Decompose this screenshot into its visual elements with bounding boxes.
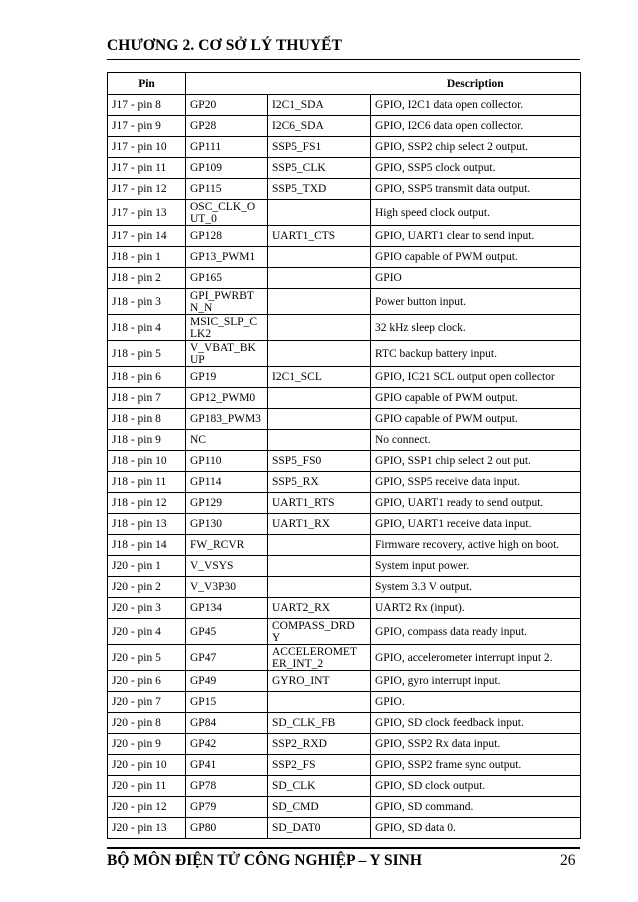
cell-signal: GP114 — [186, 472, 268, 493]
cell-description: Power button input. — [371, 289, 581, 315]
table-row — [108, 692, 581, 713]
cell-signal: GP111 — [186, 137, 268, 158]
cell-pin: J18 - pin 4 — [108, 315, 186, 341]
cell-function — [268, 200, 371, 226]
table-row — [108, 472, 581, 493]
cell-description: GPIO capable of PWM output. — [371, 409, 581, 430]
table-row — [108, 409, 581, 430]
cell-pin: J20 - pin 2 — [108, 577, 186, 598]
table-row — [108, 367, 581, 388]
table-row — [108, 289, 581, 315]
cell-description: GPIO, SD clock feedback input. — [371, 713, 581, 734]
table-row — [108, 493, 581, 514]
cell-description: RTC backup battery input. — [371, 341, 581, 367]
cell-signal: V_VSYS — [186, 556, 268, 577]
cell-pin: J20 - pin 6 — [108, 671, 186, 692]
cell-signal: GP134 — [186, 598, 268, 619]
cell-pin: J20 - pin 3 — [108, 598, 186, 619]
cell-function — [268, 692, 371, 713]
cell-description: No connect. — [371, 430, 581, 451]
cell-description: GPIO, SD clock output. — [371, 776, 581, 797]
cell-description: GPIO, accelerometer interrupt input 2. — [371, 645, 581, 671]
cell-function: SSP2_FS — [268, 755, 371, 776]
cell-signal: GP12_PWM0 — [186, 388, 268, 409]
cell-pin: J20 - pin 7 — [108, 692, 186, 713]
table-row — [108, 451, 581, 472]
table-row — [108, 734, 581, 755]
cell-function: SSP5_FS1 — [268, 137, 371, 158]
cell-function: SD_CLK_FB — [268, 713, 371, 734]
cell-description: GPIO, UART1 ready to send output. — [371, 493, 581, 514]
cell-function: SD_CMD — [268, 797, 371, 818]
cell-signal: GP41 — [186, 755, 268, 776]
cell-signal: GP45 — [186, 619, 268, 645]
cell-description: GPIO, SSP2 Rx data input. — [371, 734, 581, 755]
cell-signal: GP129 — [186, 493, 268, 514]
cell-description: System 3.3 V output. — [371, 577, 581, 598]
cell-description: 32 kHz sleep clock. — [371, 315, 581, 341]
cell-signal: GP42 — [186, 734, 268, 755]
table-row — [108, 619, 581, 645]
cell-signal: GP130 — [186, 514, 268, 535]
cell-function — [268, 247, 371, 268]
cell-pin: J18 - pin 6 — [108, 367, 186, 388]
cell-description: GPIO, UART1 clear to send input. — [371, 226, 581, 247]
page-number: 26 — [560, 852, 576, 869]
cell-signal: GP115 — [186, 179, 268, 200]
cell-description: GPIO, SD data 0. — [371, 818, 581, 839]
cell-pin: J17 - pin 10 — [108, 137, 186, 158]
header-signal — [186, 73, 268, 95]
cell-description: GPIO, compass data ready input. — [371, 619, 581, 645]
table-row — [108, 200, 581, 226]
cell-function: GYRO_INT — [268, 671, 371, 692]
cell-description: GPIO — [371, 268, 581, 289]
page-header: CHƯƠNG 2. CƠ SỞ LÝ THUYẾT — [107, 37, 343, 54]
table-row — [108, 430, 581, 451]
page-footer: BỘ MÔN ĐIỆN TỬ CÔNG NGHIỆP – Y SINH — [107, 852, 422, 869]
cell-signal: GP15 — [186, 692, 268, 713]
cell-function: I2C6_SDA — [268, 116, 371, 137]
table-row — [108, 671, 581, 692]
cell-pin: J20 - pin 8 — [108, 713, 186, 734]
cell-description: GPIO, I2C6 data open collector. — [371, 116, 581, 137]
cell-description: GPIO, UART1 receive data input. — [371, 514, 581, 535]
table-row — [108, 116, 581, 137]
cell-description: GPIO capable of PWM output. — [371, 247, 581, 268]
cell-function: ACCELEROMET ER_INT_2 — [268, 645, 371, 671]
cell-signal: GP19 — [186, 367, 268, 388]
table-row — [108, 645, 581, 671]
table-row — [108, 388, 581, 409]
cell-signal: MSIC_SLP_C LK2 — [186, 315, 268, 341]
table-row — [108, 535, 581, 556]
cell-description: UART2 Rx (input). — [371, 598, 581, 619]
cell-pin: J18 - pin 1 — [108, 247, 186, 268]
cell-pin: J18 - pin 9 — [108, 430, 186, 451]
cell-pin: J20 - pin 12 — [108, 797, 186, 818]
table-row — [108, 577, 581, 598]
footer-rule — [107, 847, 580, 849]
cell-signal: NC — [186, 430, 268, 451]
table-row — [108, 179, 581, 200]
table-row — [108, 713, 581, 734]
cell-signal: GP28 — [186, 116, 268, 137]
cell-signal: GP183_PWM3 — [186, 409, 268, 430]
cell-signal: GP80 — [186, 818, 268, 839]
cell-function — [268, 430, 371, 451]
cell-pin: J20 - pin 13 — [108, 818, 186, 839]
cell-pin: J17 - pin 9 — [108, 116, 186, 137]
cell-pin: J18 - pin 14 — [108, 535, 186, 556]
cell-pin: J17 - pin 12 — [108, 179, 186, 200]
table-row — [108, 158, 581, 179]
cell-function: SSP5_FS0 — [268, 451, 371, 472]
cell-signal: OSC_CLK_O UT_0 — [186, 200, 268, 226]
cell-pin: J20 - pin 10 — [108, 755, 186, 776]
cell-description: GPIO, SSP2 chip select 2 output. — [371, 137, 581, 158]
table-row — [108, 556, 581, 577]
header-function — [268, 73, 371, 95]
cell-description: GPIO, SSP5 receive data input. — [371, 472, 581, 493]
table-row — [108, 797, 581, 818]
cell-signal: GP47 — [186, 645, 268, 671]
cell-function: SD_CLK — [268, 776, 371, 797]
cell-description: GPIO, I2C1 data open collector. — [371, 95, 581, 116]
cell-function: SSP5_TXD — [268, 179, 371, 200]
cell-description: GPIO, gyro interrupt input. — [371, 671, 581, 692]
table-row — [108, 137, 581, 158]
cell-pin: J18 - pin 2 — [108, 268, 186, 289]
cell-function — [268, 535, 371, 556]
table-row — [108, 247, 581, 268]
cell-signal: FW_RCVR — [186, 535, 268, 556]
cell-pin: J18 - pin 5 — [108, 341, 186, 367]
cell-signal: GPI_PWRBT N_N — [186, 289, 268, 315]
cell-function: UART1_CTS — [268, 226, 371, 247]
cell-function: I2C1_SDA — [268, 95, 371, 116]
cell-pin: J18 - pin 13 — [108, 514, 186, 535]
cell-function — [268, 388, 371, 409]
table-row — [108, 268, 581, 289]
cell-pin: J18 - pin 7 — [108, 388, 186, 409]
cell-description: Firmware recovery, active high on boot. — [371, 535, 581, 556]
cell-description: GPIO, SSP1 chip select 2 out put. — [371, 451, 581, 472]
cell-pin: J18 - pin 12 — [108, 493, 186, 514]
cell-function — [268, 409, 371, 430]
cell-function — [268, 289, 371, 315]
cell-signal: GP20 — [186, 95, 268, 116]
table-row — [108, 755, 581, 776]
cell-description: GPIO. — [371, 692, 581, 713]
table-row — [108, 818, 581, 839]
cell-pin: J17 - pin 14 — [108, 226, 186, 247]
cell-function: UART1_RX — [268, 514, 371, 535]
cell-signal: GP84 — [186, 713, 268, 734]
cell-pin: J17 - pin 11 — [108, 158, 186, 179]
cell-function — [268, 315, 371, 341]
pin-table — [107, 72, 581, 839]
cell-signal: GP79 — [186, 797, 268, 818]
cell-description: GPIO, IC21 SCL output open collector — [371, 367, 581, 388]
cell-pin: J20 - pin 9 — [108, 734, 186, 755]
cell-signal: GP49 — [186, 671, 268, 692]
pin-table-body — [108, 95, 581, 839]
cell-pin: J20 - pin 11 — [108, 776, 186, 797]
cell-description: GPIO, SSP2 frame sync output. — [371, 755, 581, 776]
cell-description: System input power. — [371, 556, 581, 577]
cell-signal: GP13_PWM1 — [186, 247, 268, 268]
table-row — [108, 341, 581, 367]
cell-signal: GP109 — [186, 158, 268, 179]
cell-function: UART1_RTS — [268, 493, 371, 514]
cell-pin: J18 - pin 10 — [108, 451, 186, 472]
cell-function — [268, 341, 371, 367]
table-row — [108, 598, 581, 619]
header-rule — [107, 59, 580, 60]
cell-function — [268, 556, 371, 577]
table-header-row — [108, 73, 581, 95]
header-pin: Pin — [108, 73, 186, 95]
cell-signal: GP110 — [186, 451, 268, 472]
cell-function — [268, 268, 371, 289]
cell-function: SSP2_RXD — [268, 734, 371, 755]
cell-function: SSP5_CLK — [268, 158, 371, 179]
table-row — [108, 514, 581, 535]
cell-pin: J20 - pin 4 — [108, 619, 186, 645]
cell-description: GPIO, SSP5 transmit data output. — [371, 179, 581, 200]
cell-pin: J17 - pin 13 — [108, 200, 186, 226]
cell-description: GPIO, SD command. — [371, 797, 581, 818]
table-row — [108, 776, 581, 797]
table-row — [108, 315, 581, 341]
cell-function: UART2_RX — [268, 598, 371, 619]
cell-function — [268, 577, 371, 598]
cell-pin: J18 - pin 11 — [108, 472, 186, 493]
cell-pin: J18 - pin 8 — [108, 409, 186, 430]
table-row — [108, 226, 581, 247]
cell-function: COMPASS_DRD Y — [268, 619, 371, 645]
cell-signal: GP78 — [186, 776, 268, 797]
cell-description: GPIO capable of PWM output. — [371, 388, 581, 409]
cell-function: I2C1_SCL — [268, 367, 371, 388]
cell-pin: J17 - pin 8 — [108, 95, 186, 116]
cell-pin: J20 - pin 5 — [108, 645, 186, 671]
cell-signal: GP165 — [186, 268, 268, 289]
cell-signal: V_VBAT_BK UP — [186, 341, 268, 367]
header-description: Description — [371, 73, 581, 95]
cell-signal: GP128 — [186, 226, 268, 247]
cell-signal: V_V3P30 — [186, 577, 268, 598]
table-row — [108, 95, 581, 116]
cell-description: GPIO, SSP5 clock output. — [371, 158, 581, 179]
cell-function: SSP5_RX — [268, 472, 371, 493]
cell-pin: J20 - pin 1 — [108, 556, 186, 577]
cell-function: SD_DAT0 — [268, 818, 371, 839]
cell-description: High speed clock output. — [371, 200, 581, 226]
cell-pin: J18 - pin 3 — [108, 289, 186, 315]
